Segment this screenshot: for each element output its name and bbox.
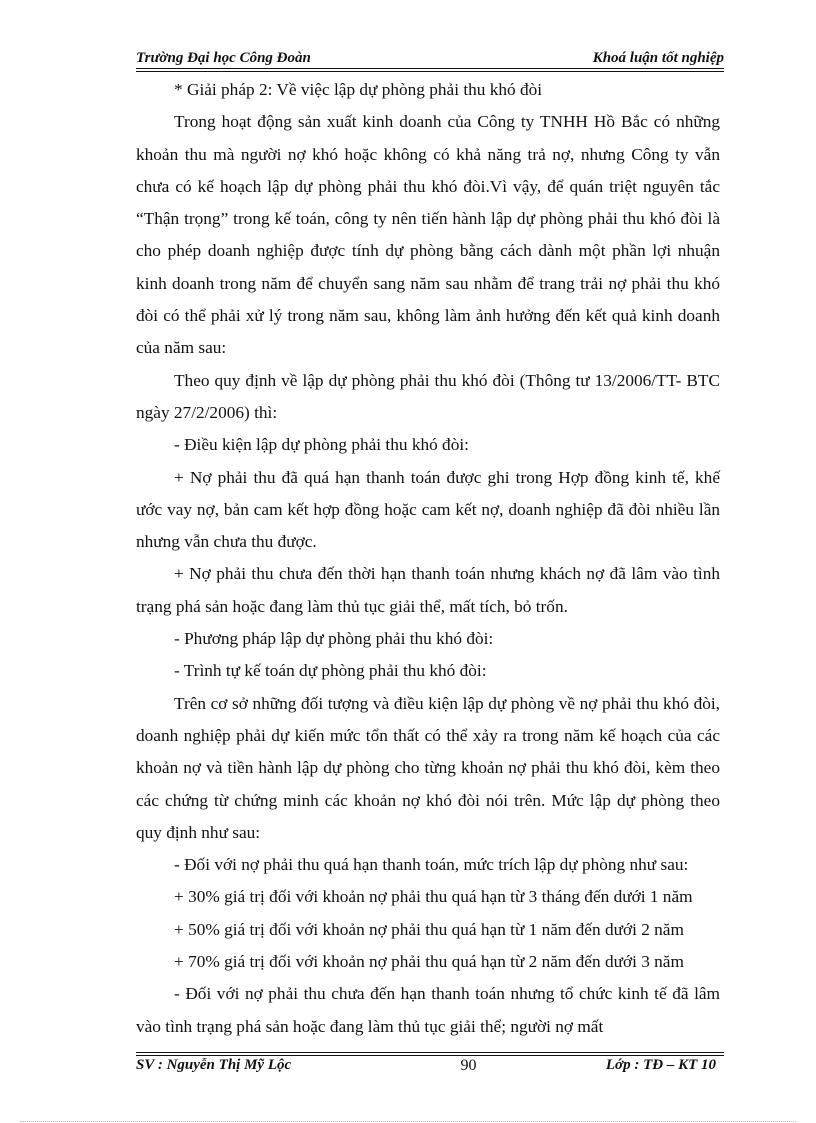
paragraph: - Phương pháp lập dự phòng phải thu khó đòi: <box>174 629 494 649</box>
paragraph: - Trình tự kế toán dự phòng phải thu khó đòi: <box>174 661 487 681</box>
footer-student-name: SV : Nguyễn Thị Mỹ Lộc <box>136 1057 292 1073</box>
paragraph: + 70% giá trị đối với khoản nợ phải thu quá hạn từ 2 năm đến dưới 3 năm <box>174 952 684 972</box>
page-header <box>136 50 724 67</box>
paragraph: * Giải pháp 2: Về việc lập dự phòng phải thu khó đòi <box>174 80 543 99</box>
page-footer <box>136 1057 716 1075</box>
paragraph: + 50% giá trị đối với khoản nợ phải thu quá hạn từ 1 năm đến dưới 2 năm <box>174 919 684 939</box>
page-number: 90 <box>460 1057 477 1074</box>
paragraph: - Điều kiện lập dự phòng phải thu khó đòi: <box>174 435 469 455</box>
paragraph: + Nợ phải thu chưa đến thời hạn thanh toán nhưng khách nợ đã lâm vào tình trạng phá sản hoặc đang làm thủ tục giải thể, mất tích, bỏ trốn. <box>136 564 720 616</box>
footer-class: Lớp : TĐ – KT 10 <box>605 1057 716 1073</box>
paragraph: - Đối với nợ phải thu chưa đến hạn thanh toán nhưng tổ chức kinh tế đã lâm vào tình trạng phá sản hoặc đang làm thủ tục giải thể; người nợ mất <box>136 984 720 1036</box>
footer-rule <box>136 1052 724 1053</box>
paragraph: Theo quy định về lập dự phòng phải thu khó đòi (Thông tư 13/2006/TT- BTC ngày 27/2/2006) thì: <box>136 370 720 422</box>
page-edge-divider <box>20 1121 796 1122</box>
paragraph: + 30% giá trị đối với khoản nợ phải thu quá hạn từ 3 tháng đến dưới 1 năm <box>174 887 693 907</box>
paragraph: Trên cơ sở những đối tượng và điều kiện lập dự phòng về nợ phải thu khó đòi, doanh nghiệp phải dự kiến mức tổn thất có thể xảy ra trong năm kế hoạch của các khoản nợ và tiền hành lập dự phòng cho từng khoản nợ phải thu khó đòi, kèm theo các chứng từ chứng minh các khoản nợ khó đòi nói trên. Mức lập dự phòng theo quy định như sau: <box>136 693 720 842</box>
header-thesis-label: Khoá luận tốt nghiệp <box>592 50 724 66</box>
footer-rule <box>136 1055 724 1056</box>
body-text <box>136 74 720 1043</box>
header-rule <box>136 71 724 72</box>
header-university: Trường Đại học Công Đoàn <box>136 50 311 66</box>
paragraph: + Nợ phải thu đã quá hạn thanh toán được ghi trong Hợp đồng kinh tế, khế ước vay nợ, bản cam kết hợp đồng hoặc cam kết nợ, doanh nghiệp đã đòi nhiều lần nhưng vẫn chưa thu được. <box>136 467 720 552</box>
paragraph: Trong hoạt động sản xuất kinh doanh của Công ty TNHH Hồ Bắc có những khoản thu mà người nợ khó hoặc không có khả năng trả nợ, nhưng Công ty vẫn chưa có kế hoạch lập dự phòng phải thu khó đòi.Vì vậy, để quán triệt nguyên tắc “Thận trọng” trong kế toán, công ty nên tiến hành lập dự phòng phải thu khó đòi là cho phép doanh nghiệp được tính dự phòng bằng cách dành một phần lợi nhuận kinh doanh trong năm để chuyển sang năm sau nhằm để trang trải nợ phải thu khó đòi có thể phải xử lý trong năm sau, không làm ảnh hưởng đến kết quả kinh doanh của năm sau: <box>136 112 720 358</box>
paragraph: - Đối với nợ phải thu quá hạn thanh toán, mức trích lập dự phòng như sau: <box>174 855 689 875</box>
header-rule <box>136 68 724 69</box>
